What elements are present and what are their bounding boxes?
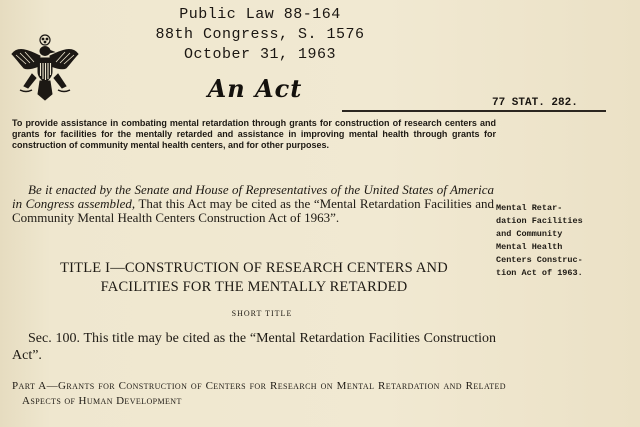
stat-reference: 77 STAT. 282. — [492, 97, 578, 109]
eagle-seal-icon — [10, 34, 80, 106]
purpose-statement: To provide assistance in combating mental retardation through grants for construction of research centers and grants for facilities for the mentally retarded and assistance in improving mental health through grants for construction of community mental health centers, and for other purposes. — [12, 118, 496, 150]
title-i-line-1: TITLE I—CONSTRUCTION OF RESEARCH CENTERS AND — [60, 260, 448, 276]
title-i-line-2: FACILITIES FOR THE MENTALLY RETARDED — [100, 279, 408, 295]
stat-divider — [342, 110, 606, 112]
enacting-clause — [12, 183, 494, 225]
part-a-heading: Part A—Grants for Construction of Centers for Research on Mental Retardation and Related Aspects of Human Development — [12, 380, 506, 407]
enactment-date: October 31, 1963 — [183, 46, 337, 63]
margin-note: Mental Retar- dation Facilities and Community Mental Health Centers Construc- tion Act of 1963. — [496, 203, 583, 278]
short-title-heading: SHORT TITLE — [231, 309, 293, 318]
public-law-number: Public Law 88-164 — [179, 6, 341, 23]
enacting-clause-italic: Be it enacted by the Senate and House of Representatives of the United States of America in Congress assembled, — [12, 182, 494, 211]
act-title: An Act — [207, 74, 303, 103]
congress-bill-line: 88th Congress, S. 1576 — [155, 26, 365, 43]
title-i-heading — [10, 259, 498, 297]
section-100: Sec. 100. This title may be cited as the “Mental Retardation Facilities Construction Act”. — [12, 331, 496, 363]
enacting-clause-text: That this Act may be cited as the “Mental Retardation Facilities and Community Mental Health Centers Construction Act of 1963”. — [12, 196, 495, 225]
